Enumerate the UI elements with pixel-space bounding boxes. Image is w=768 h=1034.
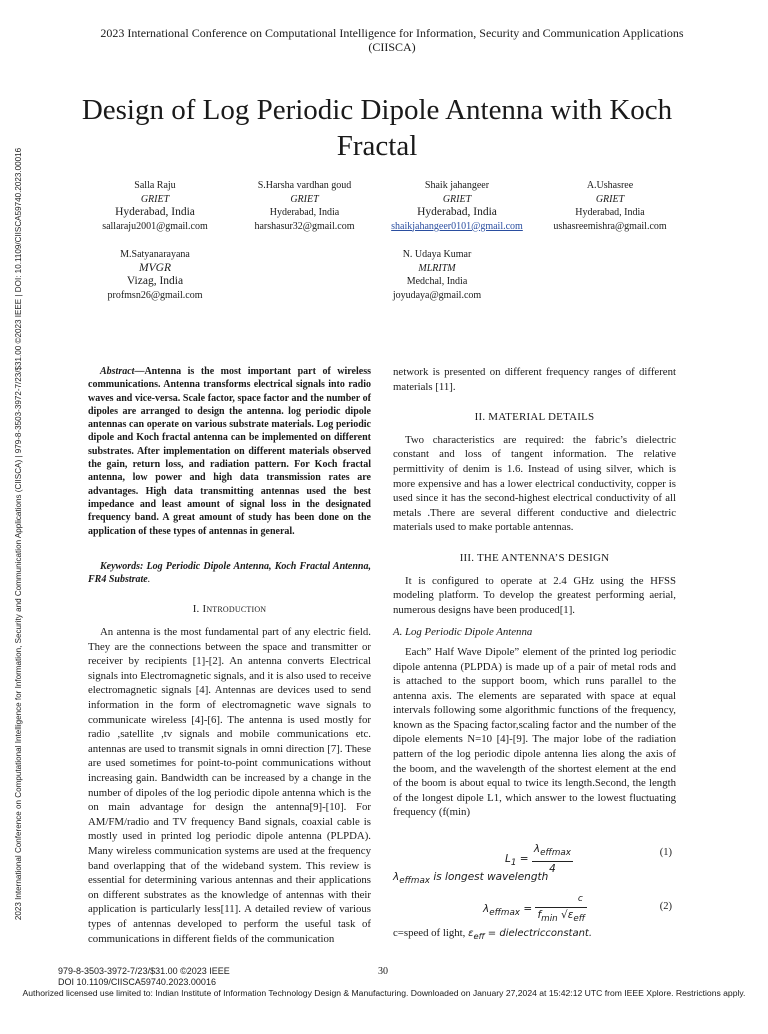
right-column	[393, 365, 676, 944]
eq2-number: (2)	[659, 901, 672, 913]
author-name: N. Udaya Kumar	[402, 249, 472, 260]
eq1-note-sub: effmax	[399, 876, 430, 887]
author-city: Hyderabad, India	[115, 206, 195, 218]
keywords-text: Log Periodic Dipole Antenna, Koch Fractal Antenna, FR4 Substrate	[88, 560, 371, 586]
author-email[interactable]: profmsn26@gmail.com	[107, 289, 203, 301]
author-email[interactable]: joyudaya@gmail.com	[392, 289, 482, 301]
keywords-label: Keywords:	[100, 560, 147, 572]
authorized-use-notice: Authorized licensed use limited to: Indian Institute of Information Technology Design & Manufacturing. Downloaded on January 27,2024 at 15:42:12 UTC from IEEE Xplore. Restrictions apply.	[22, 988, 746, 998]
author-block	[85, 248, 225, 302]
footer-isbn: 979-8-3503-3972-7/23/$31.00 ©2023 IEEE	[58, 966, 230, 976]
eq2-note	[393, 926, 676, 944]
design-paragraph: It is configured to operate at 2.4 GHz using the HFSS modeling platform. To develop the greatest performing aerial, numerous designs have been produced[1].	[393, 574, 676, 616]
conference-line-2: (CIISCA)	[368, 40, 416, 54]
eq1-number: (1)	[659, 847, 672, 859]
eq2-den: f	[537, 908, 542, 921]
eq1-lhs: L	[505, 853, 511, 866]
eq2-note-sub: eff	[473, 931, 485, 942]
introduction-paragraph: An antenna is the most fundamental part of any electric field. They are the connections between the space and transmitter or receiver by recipients [1]-[2]. An antenna converts Electrical signals into Electromagnetic signals, and it is also used to receive electromagnetic signals [4]. Antennas are devices used to send information in the form of electromagnetic wave signals to communicate wireless [4]-[6]. The antenna is used mostly for radio ,satellite ,tv signals and mobile communications etc. antennas are used to transmit signals in omni direction [7]. These are used sometimes for point-to-point communications without increasing gain. Bandwidth can be increased by a change in the number of dipoles of the log periodic dipole antenna which is the on main advantage for design the antenna[9]-[10]. For AM/FM/radio and TV frequency Band signals, coaxial cable is mostly used in printed log periodic dipole antenna (PLPDA). Many wireless communication systems are used at the frequency band overlapping that of the wideband system. This review is essential for determining various antennas and their applications on different substrates as the knowledge of antennas with their application is particularly less[11]. A detailed review of various types of antennas developed to perform the useful task of communications in different fields of the communication	[88, 626, 371, 945]
eq1-note	[393, 870, 676, 888]
equation-2: $\lambda_{effmax}$ = $\frac{c}{f_{min} √\varepsilon_{eff}}$ (2)	[393, 888, 676, 926]
equation-1: $L_1$ = $\frac{\lambda_{effmax}}{4}$ (1)	[505, 843, 672, 875]
page-number: 30	[378, 966, 388, 977]
title-line-1: Design of Log Periodic Dipole Antenna with Koch	[81, 94, 673, 126]
author-affiliation: GRIET	[595, 193, 625, 205]
abstract-label: Abstract	[100, 366, 135, 377]
eq1-num: λ	[533, 843, 541, 856]
abstract	[88, 365, 371, 538]
author-block	[232, 179, 377, 233]
keywords: Keywords: Log Periodic Dipole Antenna, Koch Fractal Antenna, FR4 Substrate.	[88, 560, 371, 586]
eq1-num-sub: effmax	[540, 848, 571, 859]
footer-doi: DOI 10.1109/CIISCA59740.2023.00016	[58, 977, 216, 987]
doi-sidebar: 2023 International Conference on Computational Intelligence for Information, Security and Communication Applications (CIISCA) | 979-8-3503-3972-7/23/$31.00 ©2023 IEEE | DOI: 10.1109/CIISCA59740.2023.00016	[14, 147, 23, 921]
author-name: A.Ushasree	[586, 180, 634, 191]
eq1-lhs-sub: 1	[510, 858, 517, 869]
author-email-link[interactable]: shaikjahangeer0101@gmail.com	[391, 220, 523, 232]
section-heading-design: III. THE ANTENNA’S DESIGN	[459, 551, 610, 564]
eq1-note-text: is longest wavelength	[429, 871, 549, 884]
author-city: Hyderabad, India	[575, 207, 645, 218]
author-affiliation: GRIET	[442, 193, 472, 205]
subsection-heading-lpda: A. Log Periodic Dipole Antenna	[393, 626, 533, 639]
eq2-den-sub: min	[541, 913, 558, 924]
author-email[interactable]: harshasur32@gmail.com	[254, 220, 355, 232]
paper-title	[40, 92, 714, 164]
author-affiliation: MLRITM	[418, 262, 456, 274]
material-paragraph: Two characteristics are required: the fabric’s dielectric constant and loss of tangent information. The relative permittivity of denim is 1.6. Instead of using silver, which is more expensive and has a lower electrical conductivity, copper is used since it has the second-highest electrical conductivity of all metals .There are several different conductive and dielectric materials used to make portable antennas.	[393, 433, 676, 534]
author-city: Vizag, India	[126, 275, 184, 287]
section-heading-material: II. MATERIAL DETAILS	[474, 411, 595, 424]
author-affiliation: MVGR	[139, 261, 171, 274]
author-block	[540, 179, 680, 233]
eq1-note-symbol: λ	[393, 871, 400, 884]
left-column	[88, 365, 371, 946]
author-city: Medchal, India	[406, 276, 468, 287]
footer-isbn-block	[58, 966, 230, 988]
eq2-note-symbol: ε	[468, 928, 474, 940]
eq2-lhs-sub: effmax	[489, 908, 520, 919]
author-email[interactable]: sallaraju2001@gmail.com	[102, 220, 208, 232]
conference-header	[40, 26, 744, 54]
author-affiliation: GRIET	[290, 193, 319, 205]
eq2-lhs: λ	[483, 903, 490, 916]
section-number: I.	[192, 603, 203, 616]
eq2-den2: ε	[567, 908, 574, 921]
section-title: Introduction	[202, 603, 267, 616]
eq1-den: 4	[549, 862, 556, 875]
section-heading-introduction	[88, 602, 371, 617]
eq2-num: c	[535, 892, 587, 908]
author-block	[382, 179, 532, 233]
author-city: Hyderabad, India	[269, 207, 340, 218]
author-name: M.Satyanarayana	[120, 249, 190, 260]
author-city: Hyderabad, India	[417, 206, 497, 218]
title-line-2: Fractal	[336, 130, 418, 162]
lpda-paragraph: Each” Half Wave Dipole” element of the printed log periodic dipole antenna (PLPDA) is made up of a pair of metal rods and is attached to the support boom, which runs parallel to the antenna axis. The elements are separated with space at equal intervals following some algorithmic functions of the frequency, known as the Spacing factor,scaling factor and the number of the dipole elements N=10 [4]-[9]. The major lobe of the radiation pattern of the log periodic dipole antenna lies along the axis of the boom, and the wavelength of the shortest element at the end of the boom is about equal to twice its length.Second, the length of the longest dipole L1, which answer to the lowest fluctuating frequency (f(min)	[393, 645, 676, 819]
author-name: S.Harsha vardhan goud	[257, 180, 352, 191]
author-email[interactable]: ushasreemishra@gmail.com	[553, 220, 667, 232]
author-block	[362, 248, 512, 302]
author-name: Salla Raju	[134, 180, 176, 191]
eq2-note-rest: = dielectricconstant.	[484, 928, 593, 940]
author-name: Shaik jahangeer	[424, 180, 490, 191]
abstract-text: —Antenna is the most important part of wireless communications. Antenna transforms electrical signals into radio waves and vice-versa. Scale factor, space factor and the number of dipoles are arranged to design the antenna. log periodic dipole antennas can operate on various substrate materials. Log periodic dipole and Koch fractal antenna can be implemented on different substrates. After implementation on different materials observed the gain, return loss, and radiation pattern. For Koch fractal antenna, low power and high data transmission rates are advantages. High data transmitting antennas used the best impedance and least amount of signal loss in the designated frequency band. A great amount of study has been done on the application of these types of antennas in general.	[88, 366, 371, 537]
conference-line-1: 2023 International Conference on Computational Intelligence for Information, Security and Communication Applications	[100, 26, 684, 40]
author-block	[85, 179, 225, 233]
eq2-fraction: $\frac{c}{f_{min} √\varepsilon_{eff}}$	[537, 894, 586, 924]
eq2-den2-sub: eff	[573, 913, 586, 924]
eq2-note-text: c=speed of light,	[393, 927, 469, 940]
continued-paragraph: network is presented on different frequency ranges of different materials [11].	[393, 366, 676, 393]
author-affiliation: GRIET	[140, 193, 170, 205]
